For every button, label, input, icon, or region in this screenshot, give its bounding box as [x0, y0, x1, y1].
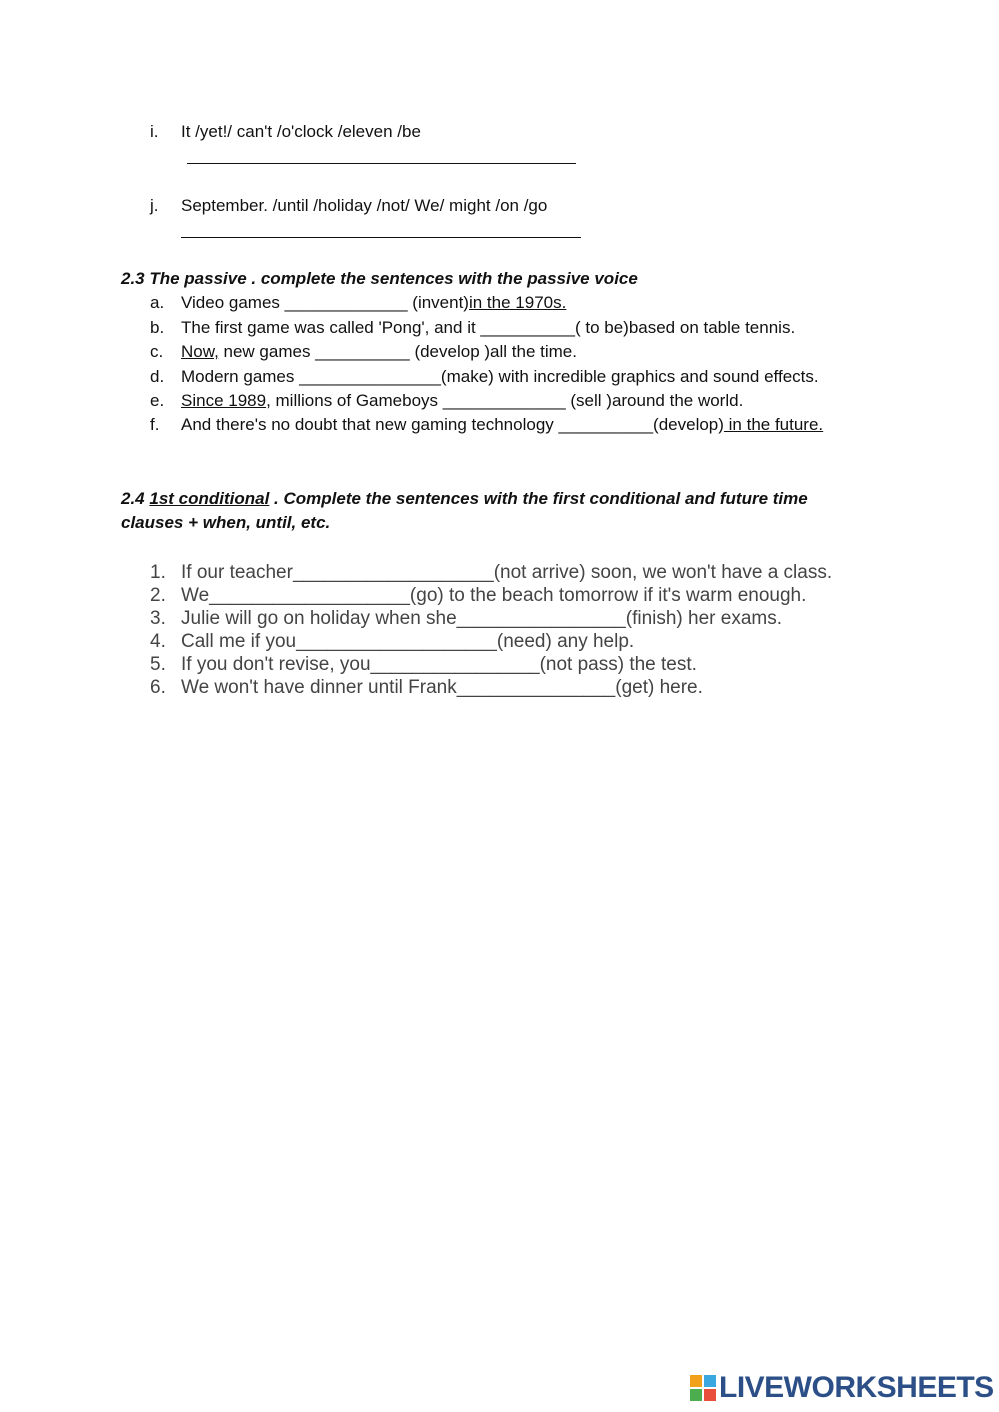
passive-sentence-b: The first game was called 'Pong', and it __________( to be)based on table tennis. — [181, 318, 796, 337]
passive-sentence-e — [181, 391, 743, 411]
conditional-heading-line2: clauses + when, until, etc. — [121, 513, 331, 532]
sentence-text: And there's no doubt that new gaming technology __________(develop) — [181, 415, 724, 434]
conditional-label-5: 5. — [150, 654, 166, 675]
conditional-label-6: 6. — [150, 677, 166, 698]
conditional-label-1: 1. — [150, 562, 166, 583]
passive-sentence-f — [181, 415, 823, 435]
passive-label-f: f. — [150, 415, 160, 434]
underlined-text: Since 1989 — [181, 391, 267, 410]
passive-sentence-a — [181, 293, 566, 313]
sentence-text: , millions of Gameboys _____________ (sell )around the world. — [266, 391, 744, 410]
sentence-text: new games __________ (develop )all the time. — [218, 342, 577, 361]
passive-sentence-d: Modern games _______________(make) with incredible graphics and sound effects. — [181, 367, 819, 386]
answer-line-i[interactable] — [187, 163, 576, 164]
conditional-sentence-5: If you don't revise, you________________(not pass) the test. — [181, 654, 697, 675]
heading-instructions: . Complete the sentences with the first conditional and future time — [269, 489, 808, 508]
conditional-sentence-1: If our teacher___________________(not arrive) soon, we won't have a class. — [181, 562, 833, 583]
conditional-sentence-3: Julie will go on holiday when she________________(finish) her exams. — [181, 608, 783, 629]
passive-label-d: d. — [150, 367, 165, 386]
conditional-label-3: 3. — [150, 608, 166, 629]
passive-label-c: c. — [150, 342, 164, 361]
passive-heading: 2.3 The passive . complete the sentences with the passive voice — [121, 269, 638, 288]
item-label-j: j. — [150, 196, 159, 215]
item-text-i: It /yet!/ can't /o'clock /eleven /be — [181, 122, 421, 141]
passive-label-b: b. — [150, 318, 165, 337]
conditional-sentence-2: We___________________(go) to the beach tomorrow if it's warm enough. — [181, 585, 807, 606]
underlined-text: Now, — [181, 342, 219, 361]
heading-number: 2.4 — [121, 489, 150, 508]
conditional-label-2: 2. — [150, 585, 166, 606]
conditional-heading — [121, 489, 808, 509]
item-label-i: i. — [150, 122, 159, 141]
passive-label-e: e. — [150, 391, 165, 410]
logo-icon — [690, 1375, 716, 1401]
item-text-j: September. /until /holiday /not/ We/ might /on /go — [181, 196, 548, 215]
underlined-text: in the future. — [723, 415, 824, 434]
logo-text: LIVEWORKSHEETS — [719, 1371, 994, 1404]
heading-title: 1st conditional — [149, 489, 270, 508]
conditional-label-4: 4. — [150, 631, 166, 652]
passive-label-a: a. — [150, 293, 165, 312]
answer-line-j[interactable] — [181, 237, 581, 238]
sentence-text: Video games _____________ (invent) — [181, 293, 469, 312]
liveworksheets-logo — [690, 1372, 994, 1404]
passive-sentence-c — [181, 342, 577, 362]
conditional-sentence-4: Call me if you___________________(need) any help. — [181, 631, 635, 652]
underlined-text: in the 1970s. — [468, 293, 567, 312]
conditional-sentence-6: We won't have dinner until Frank_______________(get) here. — [181, 677, 703, 698]
